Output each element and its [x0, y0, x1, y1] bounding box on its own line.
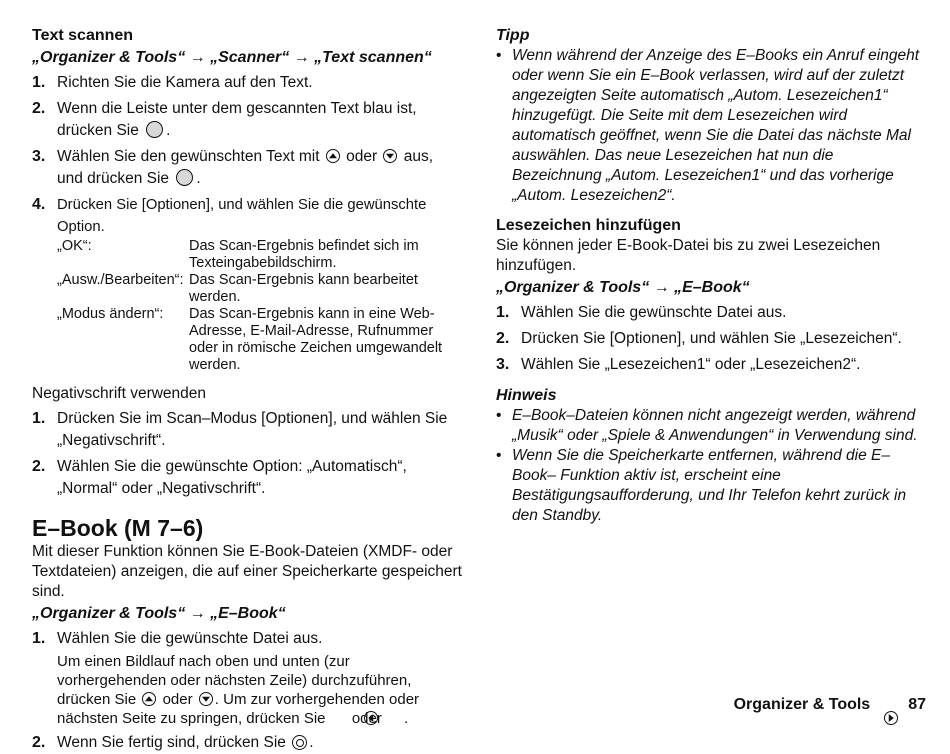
scan-menu-path: „Organizer & Tools“ → „Scanner“ → „Text scannen“: [32, 49, 432, 66]
tipp-heading: Tipp: [496, 27, 530, 44]
ebook-step-1: 1. Wählen Sie die gewünschte Datei aus.: [32, 630, 323, 647]
right-column: [496, 26, 926, 526]
center-key-icon: [176, 169, 193, 186]
end-key-icon: [292, 735, 307, 750]
nav-left-icon: [364, 711, 378, 725]
scan-step-3: 3. Wählen Sie den gewünschten Text mit oder aus, und drücken Sie .: [32, 148, 434, 187]
hinweis-bullet-2: • Wenn Sie die Speicherkarte entfernen, während die E–Book– Funktion aktiv ist, erscheint eine Bestätigungsaufforderung, und Ihr Telefon kehrt zurück in den Standby.: [496, 447, 907, 524]
scan-step-2: 2. Wenn die Leiste unter dem gescannten Text blau ist, drücken Sie .: [32, 100, 417, 139]
page-footer: [696, 696, 926, 714]
negative-heading: Negativschrift verwenden: [32, 385, 207, 402]
scan-step-4: 4. Drücken Sie [Optionen], und wählen Sie die gewünschte Option.: [32, 196, 427, 235]
scan-option-edit: „Ausw./Bearbeiten“: Das Scan-Ergebnis kann bearbeitet werden.: [57, 272, 418, 305]
scan-heading: Text scannen: [32, 27, 134, 44]
center-key-icon: [146, 121, 163, 138]
ebook-step-1-detail: Um einen Bildlauf nach oben und unten (zur vorhergehenden oder nächsten Zeile) durchzuführen, drücken Sie oder . Um zur vorhergehenden oder nächsten Seite zu springen, drücken Sie oder .: [57, 652, 462, 728]
bookmark-intro: Sie können jeder E-Book-Datei bis zu zwei Lesezeichen hinzufügen.: [496, 237, 881, 274]
negative-step-2: 2. Wählen Sie die gewünschte Option: „Automatisch“, „Normal“ oder „Negativschrift“.: [32, 458, 407, 497]
nav-up-icon: [326, 149, 340, 163]
nav-up-icon: [142, 692, 156, 706]
bookmark-menu-path: „Organizer & Tools“ → „E–Book“: [496, 279, 750, 296]
scan-option-mode: „Modus ändern“: Das Scan-Ergebnis kann in eine Web-Adresse, E-Mail-Adresse, Rufnummer oder in römische Zeichen umgewandelt werden.: [57, 306, 443, 373]
hinweis-heading: Hinweis: [496, 387, 557, 404]
ebook-menu-path: „Organizer & Tools“ → „E–Book“: [32, 605, 286, 622]
negative-step-1: 1. Drücken Sie im Scan–Modus [Optionen], und wählen Sie „Negativschrift“.: [32, 410, 448, 449]
scan-option-ok: „OK“: Das Scan-Ergebnis befindet sich im Texteingabebildschirm.: [57, 238, 419, 271]
ebook-title: E–Book (M 7–6): [32, 515, 204, 541]
page-number: 87: [908, 696, 926, 713]
nav-down-icon: [199, 692, 213, 706]
bookmark-heading: Lesezeichen hinzufügen: [496, 217, 681, 234]
bookmark-step-1: 1. Wählen Sie die gewünschte Datei aus.: [496, 304, 787, 321]
footer-section: Organizer & Tools: [733, 696, 871, 713]
tipp-bullet: • Wenn während der Anzeige des E–Books ein Anruf eingeht oder wenn Sie ein E–Book verlassen, wird auf der zuletzt angezeigten Seite automatisch „Autom. Lesezeichen1“ hinzugefügt. Die Seite mit dem Lesezeichen wird automatisch geöffnet, wenn Sie die Datei das nächste Mal auswählen. Das neue Lesezeichen hat nun die Bezeichnung „Autom. Lesezeichen1“ und das vorherige „Autom. Lesezeichen2“.: [496, 47, 919, 204]
bookmark-step-3: 3. Wählen Sie „Lesezeichen1“ oder „Lesezeichen2“.: [496, 356, 861, 373]
scan-step-1: 1. Richten Sie die Kamera auf den Text.: [32, 74, 313, 91]
bookmark-step-2: 2. Drücken Sie [Optionen], und wählen Sie „Lesezeichen“.: [496, 330, 902, 347]
hinweis-bullet-1: • E–Book–Dateien können nicht angezeigt werden, während „Musik“ oder „Spiele & Anwendungen“ in Verwendung sind.: [496, 407, 918, 444]
ebook-intro: Mit dieser Funktion können Sie E-Book-Dateien (XMDF- oder Textdateien) anzeigen, die auf einer Speicherkarte gespeichert sind.: [32, 543, 462, 600]
nav-down-icon: [383, 149, 397, 163]
ebook-step-2: 2. Wenn Sie fertig sind, drücken Sie .: [32, 734, 314, 751]
left-column: [32, 26, 462, 754]
